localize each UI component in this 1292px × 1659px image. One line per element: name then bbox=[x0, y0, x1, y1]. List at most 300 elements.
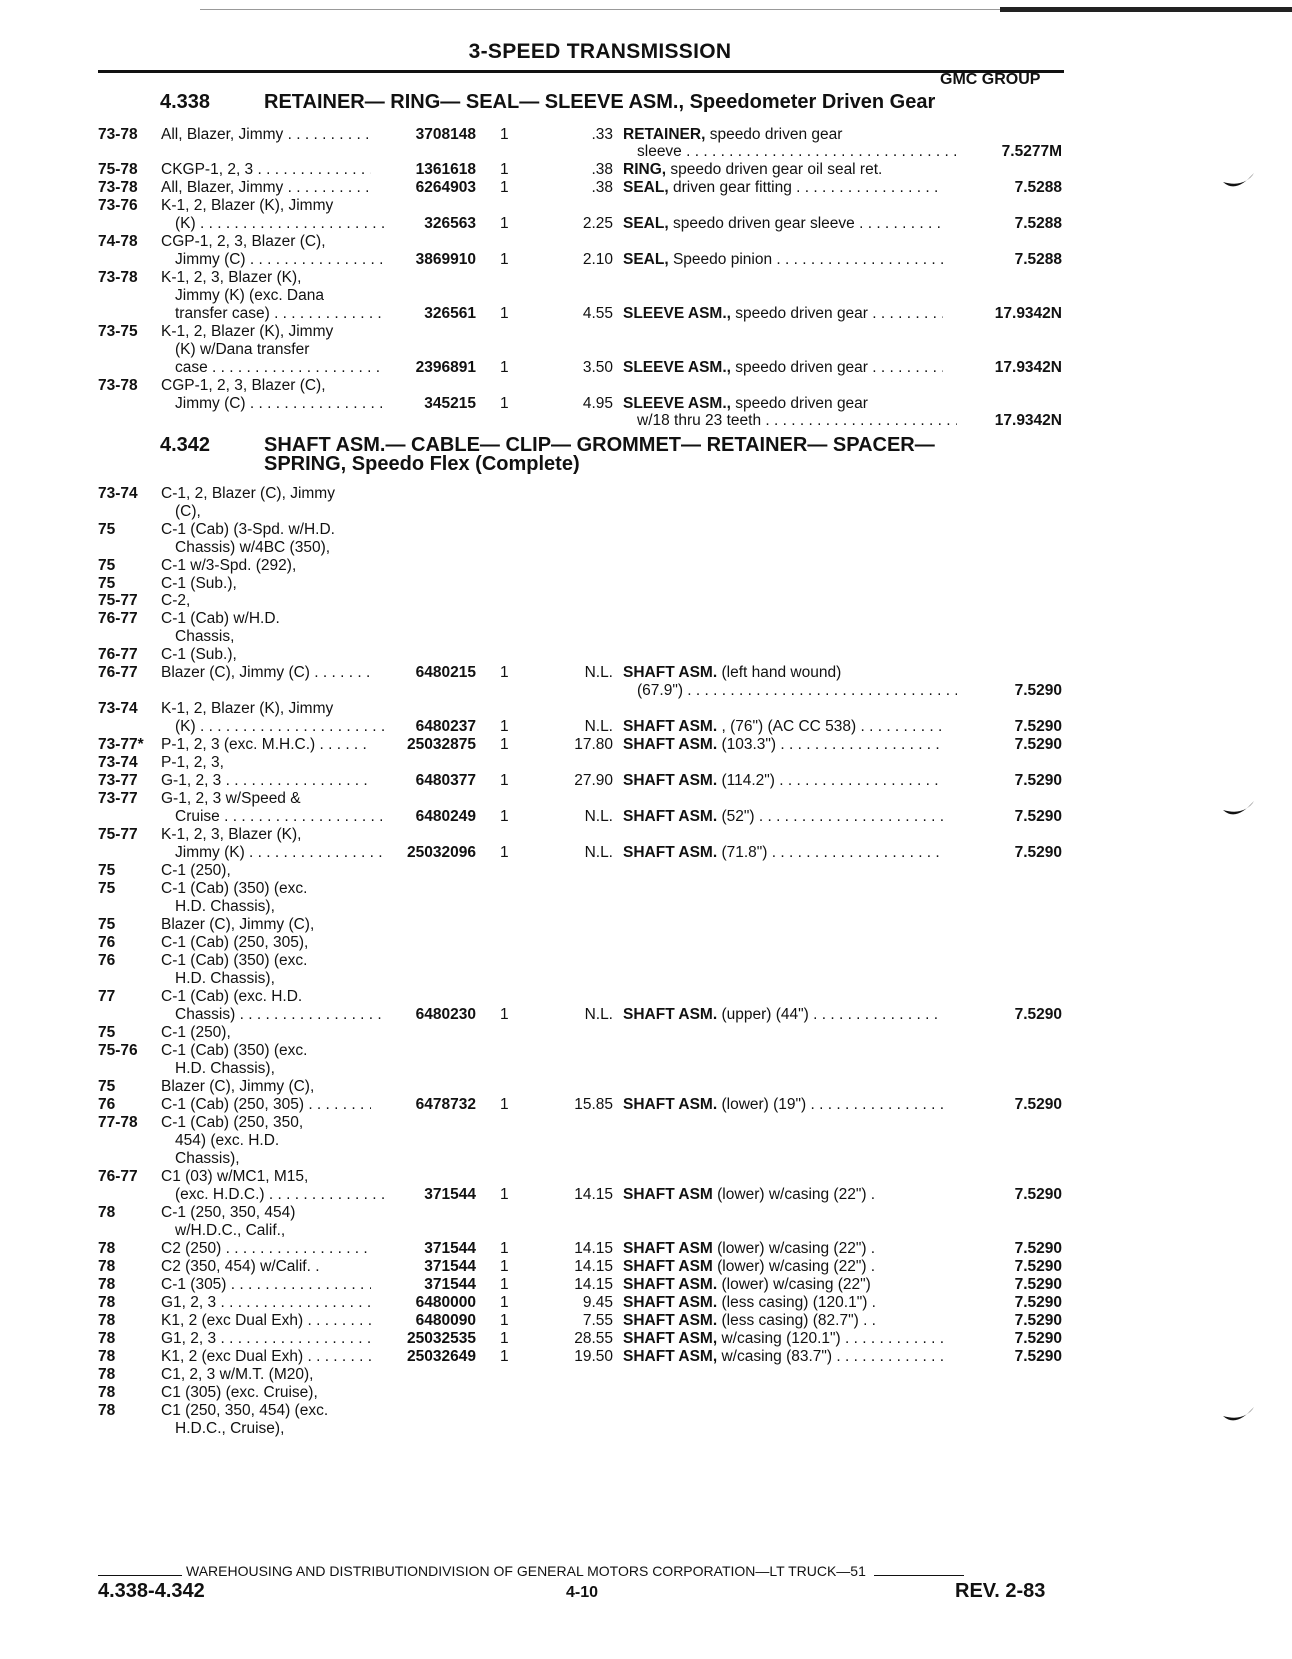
group-number: 7.5290 bbox=[1014, 844, 1062, 861]
top-rule-bar bbox=[1000, 7, 1292, 12]
model-years: 73-78 bbox=[98, 377, 138, 394]
quantity: 1 bbox=[500, 305, 509, 322]
description-detail: (lower) w/casing (22") . bbox=[712, 1186, 876, 1203]
table-row bbox=[0, 952, 1292, 970]
section-title: RETAINER— RING— SEAL— SLEEVE ASM., Speedometer Driven Gear bbox=[264, 91, 936, 113]
part-number: 6264903 bbox=[415, 179, 476, 196]
description-part-name: SHAFT ASM, bbox=[623, 1348, 718, 1365]
table-row bbox=[0, 682, 1292, 700]
footer-publisher-text: WAREHOUSING AND DISTRIBUTIONDIVISION OF GENERAL MOTORS CORPORATION—LT TRUCK—51 bbox=[186, 1563, 866, 1579]
part-number: 6480237 bbox=[415, 718, 476, 735]
table-row bbox=[0, 251, 1292, 269]
model-years: 78 bbox=[98, 1366, 116, 1383]
price: 14.15 bbox=[574, 1240, 613, 1257]
table-row bbox=[0, 700, 1292, 718]
table-row bbox=[0, 269, 1292, 287]
part-number: 371544 bbox=[424, 1276, 476, 1293]
table-row bbox=[0, 359, 1292, 377]
price: 15.85 bbox=[574, 1096, 613, 1113]
application: C-1 (250, 350, 454) bbox=[161, 1204, 296, 1221]
model-years: 78 bbox=[98, 1204, 116, 1221]
table-row bbox=[0, 1060, 1292, 1078]
quantity: 1 bbox=[500, 1240, 509, 1257]
application: K-1, 2, Blazer (K), Jimmy bbox=[161, 197, 334, 214]
part-number: 6480249 bbox=[415, 808, 476, 825]
model-years: 76-77 bbox=[98, 646, 138, 663]
table-row bbox=[0, 1276, 1292, 1294]
description-detail: (upper) (44") bbox=[717, 1006, 809, 1023]
application: C1 (305) (exc. Cruise), bbox=[161, 1384, 318, 1401]
group-number: 7.5290 bbox=[1014, 1186, 1062, 1203]
price: .38 bbox=[591, 179, 613, 196]
application: C-1 (Cab) (exc. H.D. bbox=[161, 988, 303, 1005]
table-row bbox=[0, 557, 1292, 575]
description bbox=[623, 736, 943, 754]
application: C-2, bbox=[161, 592, 191, 609]
table-row bbox=[0, 1186, 1292, 1204]
price: 27.90 bbox=[574, 772, 613, 789]
table-row bbox=[0, 1402, 1292, 1420]
table-row bbox=[0, 323, 1292, 341]
table-row bbox=[0, 610, 1292, 628]
group-number: 17.9342N bbox=[994, 305, 1062, 322]
group-number: 7.5290 bbox=[1014, 1312, 1062, 1329]
checkmark-icon bbox=[1222, 1404, 1256, 1426]
part-number: 6480215 bbox=[415, 664, 476, 681]
quantity: 1 bbox=[500, 179, 509, 196]
model-years: 73-78 bbox=[98, 269, 138, 286]
part-number: 25032096 bbox=[407, 844, 476, 861]
description-part-name: SLEEVE ASM., bbox=[623, 305, 731, 322]
description-part-name: SEAL, bbox=[623, 215, 669, 232]
group-label: GMC GROUP bbox=[940, 71, 1041, 88]
table-row bbox=[0, 1222, 1292, 1240]
application: C-1 (Cab) (3-Spd. w/H.D. bbox=[161, 521, 335, 538]
price: 19.50 bbox=[574, 1348, 613, 1365]
price: .38 bbox=[591, 161, 613, 178]
application: Chassis) w/4BC (350), bbox=[175, 539, 331, 556]
table-row bbox=[0, 1258, 1292, 1276]
application: C2 (350, 454) w/Calif. . bbox=[161, 1258, 320, 1275]
application: Cruise . . . bbox=[161, 808, 385, 826]
description bbox=[623, 844, 943, 862]
description-part-name: SHAFT ASM. bbox=[623, 1096, 718, 1113]
model-years: 78 bbox=[98, 1348, 116, 1365]
description-detail: speedo driven gear bbox=[730, 305, 868, 322]
model-years: 73-78 bbox=[98, 126, 138, 143]
part-number: 326563 bbox=[424, 215, 476, 232]
model-years: 73-77 bbox=[98, 790, 138, 807]
price: 4.55 bbox=[582, 305, 613, 322]
application: Jimmy (K) . . . bbox=[161, 844, 385, 862]
quantity: 1 bbox=[500, 215, 509, 232]
group-number: 7.5290 bbox=[1014, 736, 1062, 753]
application: C1, 2, 3 w/M.T. (M20), bbox=[161, 1366, 314, 1383]
model-years: 73-77* bbox=[98, 736, 144, 753]
application: case . . . bbox=[161, 359, 385, 377]
part-number: 371544 bbox=[424, 1258, 476, 1275]
model-years: 75 bbox=[98, 916, 116, 933]
description bbox=[623, 718, 943, 736]
model-years: 76-77 bbox=[98, 610, 138, 627]
application: C-1 (305) . . . bbox=[161, 1276, 371, 1294]
quantity: 1 bbox=[500, 161, 509, 178]
model-years: 78 bbox=[98, 1240, 116, 1257]
model-years: 78 bbox=[98, 1384, 116, 1401]
description-part-name: SHAFT ASM. bbox=[623, 1294, 718, 1311]
price: 14.15 bbox=[574, 1258, 613, 1275]
description-part-name: SHAFT ASM bbox=[623, 1186, 713, 1203]
description-detail: (left hand wound) bbox=[717, 664, 842, 681]
quantity: 1 bbox=[500, 1312, 509, 1329]
part-number: 6478732 bbox=[415, 1096, 476, 1113]
description-part-name: SHAFT ASM. bbox=[623, 1006, 718, 1023]
description-detail: (103.3") bbox=[717, 736, 777, 753]
table-row bbox=[0, 898, 1292, 916]
table-row bbox=[0, 826, 1292, 844]
page-title: 3-SPEED TRANSMISSION bbox=[468, 40, 732, 63]
table-row bbox=[0, 1132, 1292, 1150]
part-number: 25032875 bbox=[407, 736, 476, 753]
description-detail: (114.2") bbox=[717, 772, 775, 789]
section-title-line-2: SPRING, Speedo Flex (Complete) bbox=[264, 453, 580, 475]
application: G1, 2, 3 . . . bbox=[161, 1330, 371, 1348]
application: Blazer (C), Jimmy (C) . . . bbox=[161, 664, 371, 682]
model-years: 73-75 bbox=[98, 323, 138, 340]
table-row bbox=[0, 1348, 1292, 1366]
part-number: 326561 bbox=[424, 305, 476, 322]
group-number: 17.9342N bbox=[994, 412, 1062, 429]
table-row bbox=[0, 1330, 1292, 1348]
application: G-1, 2, 3 w/Speed & bbox=[161, 790, 301, 807]
description-detail: speedo driven gear oil seal ret. bbox=[666, 161, 883, 178]
application: C-1 (Cab) (350) (exc. bbox=[161, 952, 308, 969]
description bbox=[623, 359, 943, 377]
model-years: 76 bbox=[98, 1096, 116, 1113]
quantity: 1 bbox=[500, 1294, 509, 1311]
table-row bbox=[0, 1006, 1292, 1024]
footer-revision: REV. 2-83 bbox=[955, 1580, 1046, 1602]
price: 2.10 bbox=[582, 251, 613, 268]
group-number: 7.5290 bbox=[1014, 1294, 1062, 1311]
table-row bbox=[0, 1024, 1292, 1042]
table-row bbox=[0, 305, 1292, 323]
description-detail: driven gear fitting bbox=[668, 179, 792, 196]
table-row bbox=[0, 880, 1292, 898]
description bbox=[623, 305, 943, 323]
application: H.D.C., Cruise), bbox=[175, 1420, 285, 1437]
application: (C), bbox=[175, 503, 201, 520]
table-row bbox=[0, 988, 1292, 1006]
application: (K) . . . bbox=[161, 718, 385, 736]
quantity: 1 bbox=[500, 736, 509, 753]
quantity: 1 bbox=[500, 126, 509, 143]
table-row bbox=[0, 575, 1292, 593]
description bbox=[623, 1330, 943, 1348]
application: C1 (250, 350, 454) (exc. bbox=[161, 1402, 329, 1419]
table-row bbox=[0, 377, 1292, 395]
model-years: 76 bbox=[98, 952, 116, 969]
description-part-name: SHAFT ASM. bbox=[623, 1276, 718, 1293]
part-number: 6480377 bbox=[415, 772, 476, 789]
checkmark-icon bbox=[1222, 798, 1256, 820]
model-years: 77 bbox=[98, 988, 116, 1005]
group-number: 7.5290 bbox=[1014, 682, 1062, 699]
price: 14.15 bbox=[574, 1186, 613, 1203]
price: 3.50 bbox=[582, 359, 613, 376]
quantity: 1 bbox=[500, 808, 509, 825]
application: Jimmy (C) . . . bbox=[161, 251, 385, 269]
quantity: 1 bbox=[500, 844, 509, 861]
description-part-name: RING, bbox=[623, 161, 667, 178]
description bbox=[623, 179, 943, 197]
description-detail: , (76") (AC CC 538) bbox=[717, 718, 857, 735]
application: All, Blazer, Jimmy . . . bbox=[161, 126, 371, 144]
table-row bbox=[0, 1204, 1292, 1222]
quantity: 1 bbox=[500, 1276, 509, 1293]
model-years: 75 bbox=[98, 1024, 116, 1041]
model-years: 78 bbox=[98, 1330, 116, 1347]
table-row bbox=[0, 754, 1292, 772]
group-number: 7.5290 bbox=[1014, 718, 1062, 735]
table-row bbox=[0, 736, 1292, 754]
group-number: 7.5290 bbox=[1014, 808, 1062, 825]
model-years: 76-77 bbox=[98, 664, 138, 681]
model-years: 75 bbox=[98, 1078, 116, 1095]
table-row bbox=[0, 539, 1292, 557]
model-years: 73-74 bbox=[98, 700, 138, 717]
description-detail: (less casing) (120.1") . bbox=[717, 1294, 876, 1311]
application: transfer case) . . . bbox=[161, 305, 385, 323]
application: CGP-1, 2, 3, Blazer (C), bbox=[161, 233, 326, 250]
price: N.L. bbox=[584, 664, 613, 681]
description bbox=[623, 1276, 943, 1294]
model-years: 75 bbox=[98, 521, 116, 538]
price: 4.95 bbox=[582, 395, 613, 412]
table-row bbox=[0, 215, 1292, 233]
application: C-1 (Cab) (350) (exc. bbox=[161, 1042, 308, 1059]
model-years: 73-77 bbox=[98, 772, 138, 789]
application: C-1 (250), bbox=[161, 1024, 231, 1041]
application: H.D. Chassis), bbox=[175, 970, 275, 987]
table-row bbox=[0, 485, 1292, 503]
group-number: 7.5277M bbox=[1001, 143, 1062, 160]
table-row bbox=[0, 1078, 1292, 1096]
quantity: 1 bbox=[500, 251, 509, 268]
group-number: 17.9342N bbox=[994, 359, 1062, 376]
group-number: 7.5290 bbox=[1014, 772, 1062, 789]
price: N.L. bbox=[584, 808, 613, 825]
price: 17.80 bbox=[574, 736, 613, 753]
description bbox=[623, 1348, 943, 1366]
model-years: 75-78 bbox=[98, 161, 138, 178]
description-part-name: SLEEVE ASM., bbox=[623, 395, 731, 412]
group-number: 7.5290 bbox=[1014, 1348, 1062, 1365]
model-years: 78 bbox=[98, 1294, 116, 1311]
application: C1 (03) w/MC1, M15, bbox=[161, 1168, 309, 1185]
table-row bbox=[0, 1042, 1292, 1060]
table-row bbox=[0, 970, 1292, 988]
application: C-1, 2, Blazer (C), Jimmy bbox=[161, 485, 335, 502]
description bbox=[623, 1294, 943, 1312]
description-detail: speedo driven gear bbox=[730, 359, 868, 376]
description-detail: (67.9") bbox=[637, 682, 683, 699]
application: P-1, 2, 3 (exc. M.H.C.) . . . bbox=[161, 736, 371, 754]
description-detail: sleeve bbox=[637, 143, 682, 160]
quantity: 1 bbox=[500, 395, 509, 412]
description-detail: (52") bbox=[717, 808, 755, 825]
checkmark-icon bbox=[1222, 170, 1256, 192]
application: Jimmy (C) . . . bbox=[161, 395, 385, 413]
table-row bbox=[0, 718, 1292, 736]
application: K-1, 2, 3, Blazer (K), bbox=[161, 269, 302, 286]
table-row bbox=[0, 772, 1292, 790]
quantity: 1 bbox=[500, 1258, 509, 1275]
description-detail: (lower) w/casing (22") bbox=[717, 1276, 871, 1293]
description-detail: speedo driven gear bbox=[705, 126, 843, 143]
description bbox=[623, 143, 957, 161]
title-rule bbox=[98, 70, 1064, 73]
table-row bbox=[0, 664, 1292, 682]
application: P-1, 2, 3, bbox=[161, 754, 224, 771]
quantity: 1 bbox=[500, 1330, 509, 1347]
model-years: 76 bbox=[98, 934, 116, 951]
description bbox=[623, 215, 943, 233]
description-detail: (lower) w/casing (22") . bbox=[712, 1240, 876, 1257]
group-number: 7.5288 bbox=[1014, 215, 1062, 232]
section-number: 4.338 bbox=[160, 91, 211, 113]
quantity: 1 bbox=[500, 1186, 509, 1203]
table-row bbox=[0, 1312, 1292, 1330]
application: C-1 (250), bbox=[161, 862, 231, 879]
description bbox=[623, 808, 943, 826]
group-number: 7.5288 bbox=[1014, 251, 1062, 268]
model-years: 73-78 bbox=[98, 179, 138, 196]
part-number: 6480000 bbox=[415, 1294, 476, 1311]
model-years: 73-76 bbox=[98, 197, 138, 214]
table-row bbox=[0, 287, 1292, 305]
price: 9.45 bbox=[582, 1294, 613, 1311]
group-number: 7.5290 bbox=[1014, 1240, 1062, 1257]
section-title bbox=[264, 436, 1044, 474]
table-row bbox=[0, 646, 1292, 664]
table-row bbox=[0, 1096, 1292, 1114]
table-row bbox=[0, 1366, 1292, 1384]
description bbox=[623, 1006, 943, 1024]
part-number: 1361618 bbox=[415, 161, 476, 178]
description-detail: (lower) w/casing (22") . bbox=[712, 1258, 876, 1275]
application: C-1 (Sub.), bbox=[161, 646, 237, 663]
description bbox=[623, 395, 943, 413]
part-number: 25032649 bbox=[407, 1348, 476, 1365]
table-row bbox=[0, 1114, 1292, 1132]
model-years: 75-76 bbox=[98, 1042, 138, 1059]
description-part-name: SHAFT ASM. bbox=[623, 736, 718, 753]
table-row bbox=[0, 790, 1292, 808]
model-years: 78 bbox=[98, 1258, 116, 1275]
application: K1, 2 (exc Dual Exh) . . . bbox=[161, 1348, 371, 1366]
table-row bbox=[0, 1240, 1292, 1258]
application: C2 (250) . . . bbox=[161, 1240, 371, 1258]
application: Blazer (C), Jimmy (C), bbox=[161, 916, 315, 933]
price: 28.55 bbox=[574, 1330, 613, 1347]
description bbox=[623, 1240, 943, 1258]
quantity: 1 bbox=[500, 359, 509, 376]
part-number: 6480230 bbox=[415, 1006, 476, 1023]
description bbox=[623, 251, 943, 269]
price: 7.55 bbox=[582, 1312, 613, 1329]
price: .33 bbox=[591, 126, 613, 143]
application: K-1, 2, Blazer (K), Jimmy bbox=[161, 700, 334, 717]
table-row bbox=[0, 1384, 1292, 1402]
group-number: 7.5288 bbox=[1014, 179, 1062, 196]
description-part-name: SEAL, bbox=[623, 251, 669, 268]
application: H.D. Chassis), bbox=[175, 898, 275, 915]
model-years: 73-74 bbox=[98, 754, 138, 771]
model-years: 73-74 bbox=[98, 485, 138, 502]
model-years: 75 bbox=[98, 557, 116, 574]
group-number: 7.5290 bbox=[1014, 1006, 1062, 1023]
description-detail: w/18 thru 23 teeth bbox=[637, 412, 762, 429]
table-row bbox=[0, 1150, 1292, 1168]
description-detail: (lower) (19") bbox=[717, 1096, 807, 1113]
description bbox=[623, 1186, 943, 1204]
application: (K) w/Dana transfer bbox=[175, 341, 310, 358]
model-years: 78 bbox=[98, 1312, 116, 1329]
price: N.L. bbox=[584, 718, 613, 735]
quantity: 1 bbox=[500, 772, 509, 789]
application: w/H.D.C., Calif., bbox=[175, 1222, 286, 1239]
table-row bbox=[0, 1294, 1292, 1312]
description bbox=[623, 126, 943, 144]
description-part-name: SLEEVE ASM., bbox=[623, 359, 731, 376]
application: C-1 (Cab) (250, 350, bbox=[161, 1114, 304, 1131]
part-number: 25032535 bbox=[407, 1330, 476, 1347]
application: CKGP-1, 2, 3 . . . bbox=[161, 161, 371, 179]
footer-publisher-line bbox=[98, 1563, 1064, 1579]
model-years: 78 bbox=[98, 1402, 116, 1419]
description-detail: speedo driven gear bbox=[730, 395, 868, 412]
footer-section-range: 4.338-4.342 bbox=[98, 1580, 205, 1602]
description-detail: w/casing (83.7") bbox=[717, 1348, 833, 1365]
model-years: 75 bbox=[98, 862, 116, 879]
description bbox=[623, 682, 957, 700]
part-number: 371544 bbox=[424, 1240, 476, 1257]
quantity: 1 bbox=[500, 718, 509, 735]
group-number: 7.5290 bbox=[1014, 1276, 1062, 1293]
quantity: 1 bbox=[500, 664, 509, 681]
group-number: 7.5290 bbox=[1014, 1330, 1062, 1347]
table-row bbox=[0, 1420, 1292, 1438]
part-number: 2396891 bbox=[415, 359, 476, 376]
price: N.L. bbox=[584, 1006, 613, 1023]
part-number: 345215 bbox=[424, 395, 476, 412]
model-years: 76-77 bbox=[98, 1168, 138, 1185]
description-detail: (71.8") bbox=[717, 844, 768, 861]
table-row bbox=[0, 844, 1292, 862]
part-number: 371544 bbox=[424, 1186, 476, 1203]
description-detail: (less casing) (82.7") . . bbox=[717, 1312, 876, 1329]
description-detail: speedo driven gear sleeve bbox=[668, 215, 855, 232]
table-row bbox=[0, 395, 1292, 413]
table-row bbox=[0, 126, 1292, 144]
application: C-1 w/3-Spd. (292), bbox=[161, 557, 297, 574]
description-part-name: SEAL, bbox=[623, 179, 669, 196]
table-row bbox=[0, 197, 1292, 215]
description-part-name: SHAFT ASM. bbox=[623, 664, 718, 681]
price: N.L. bbox=[584, 844, 613, 861]
description-part-name: RETAINER, bbox=[623, 126, 706, 143]
